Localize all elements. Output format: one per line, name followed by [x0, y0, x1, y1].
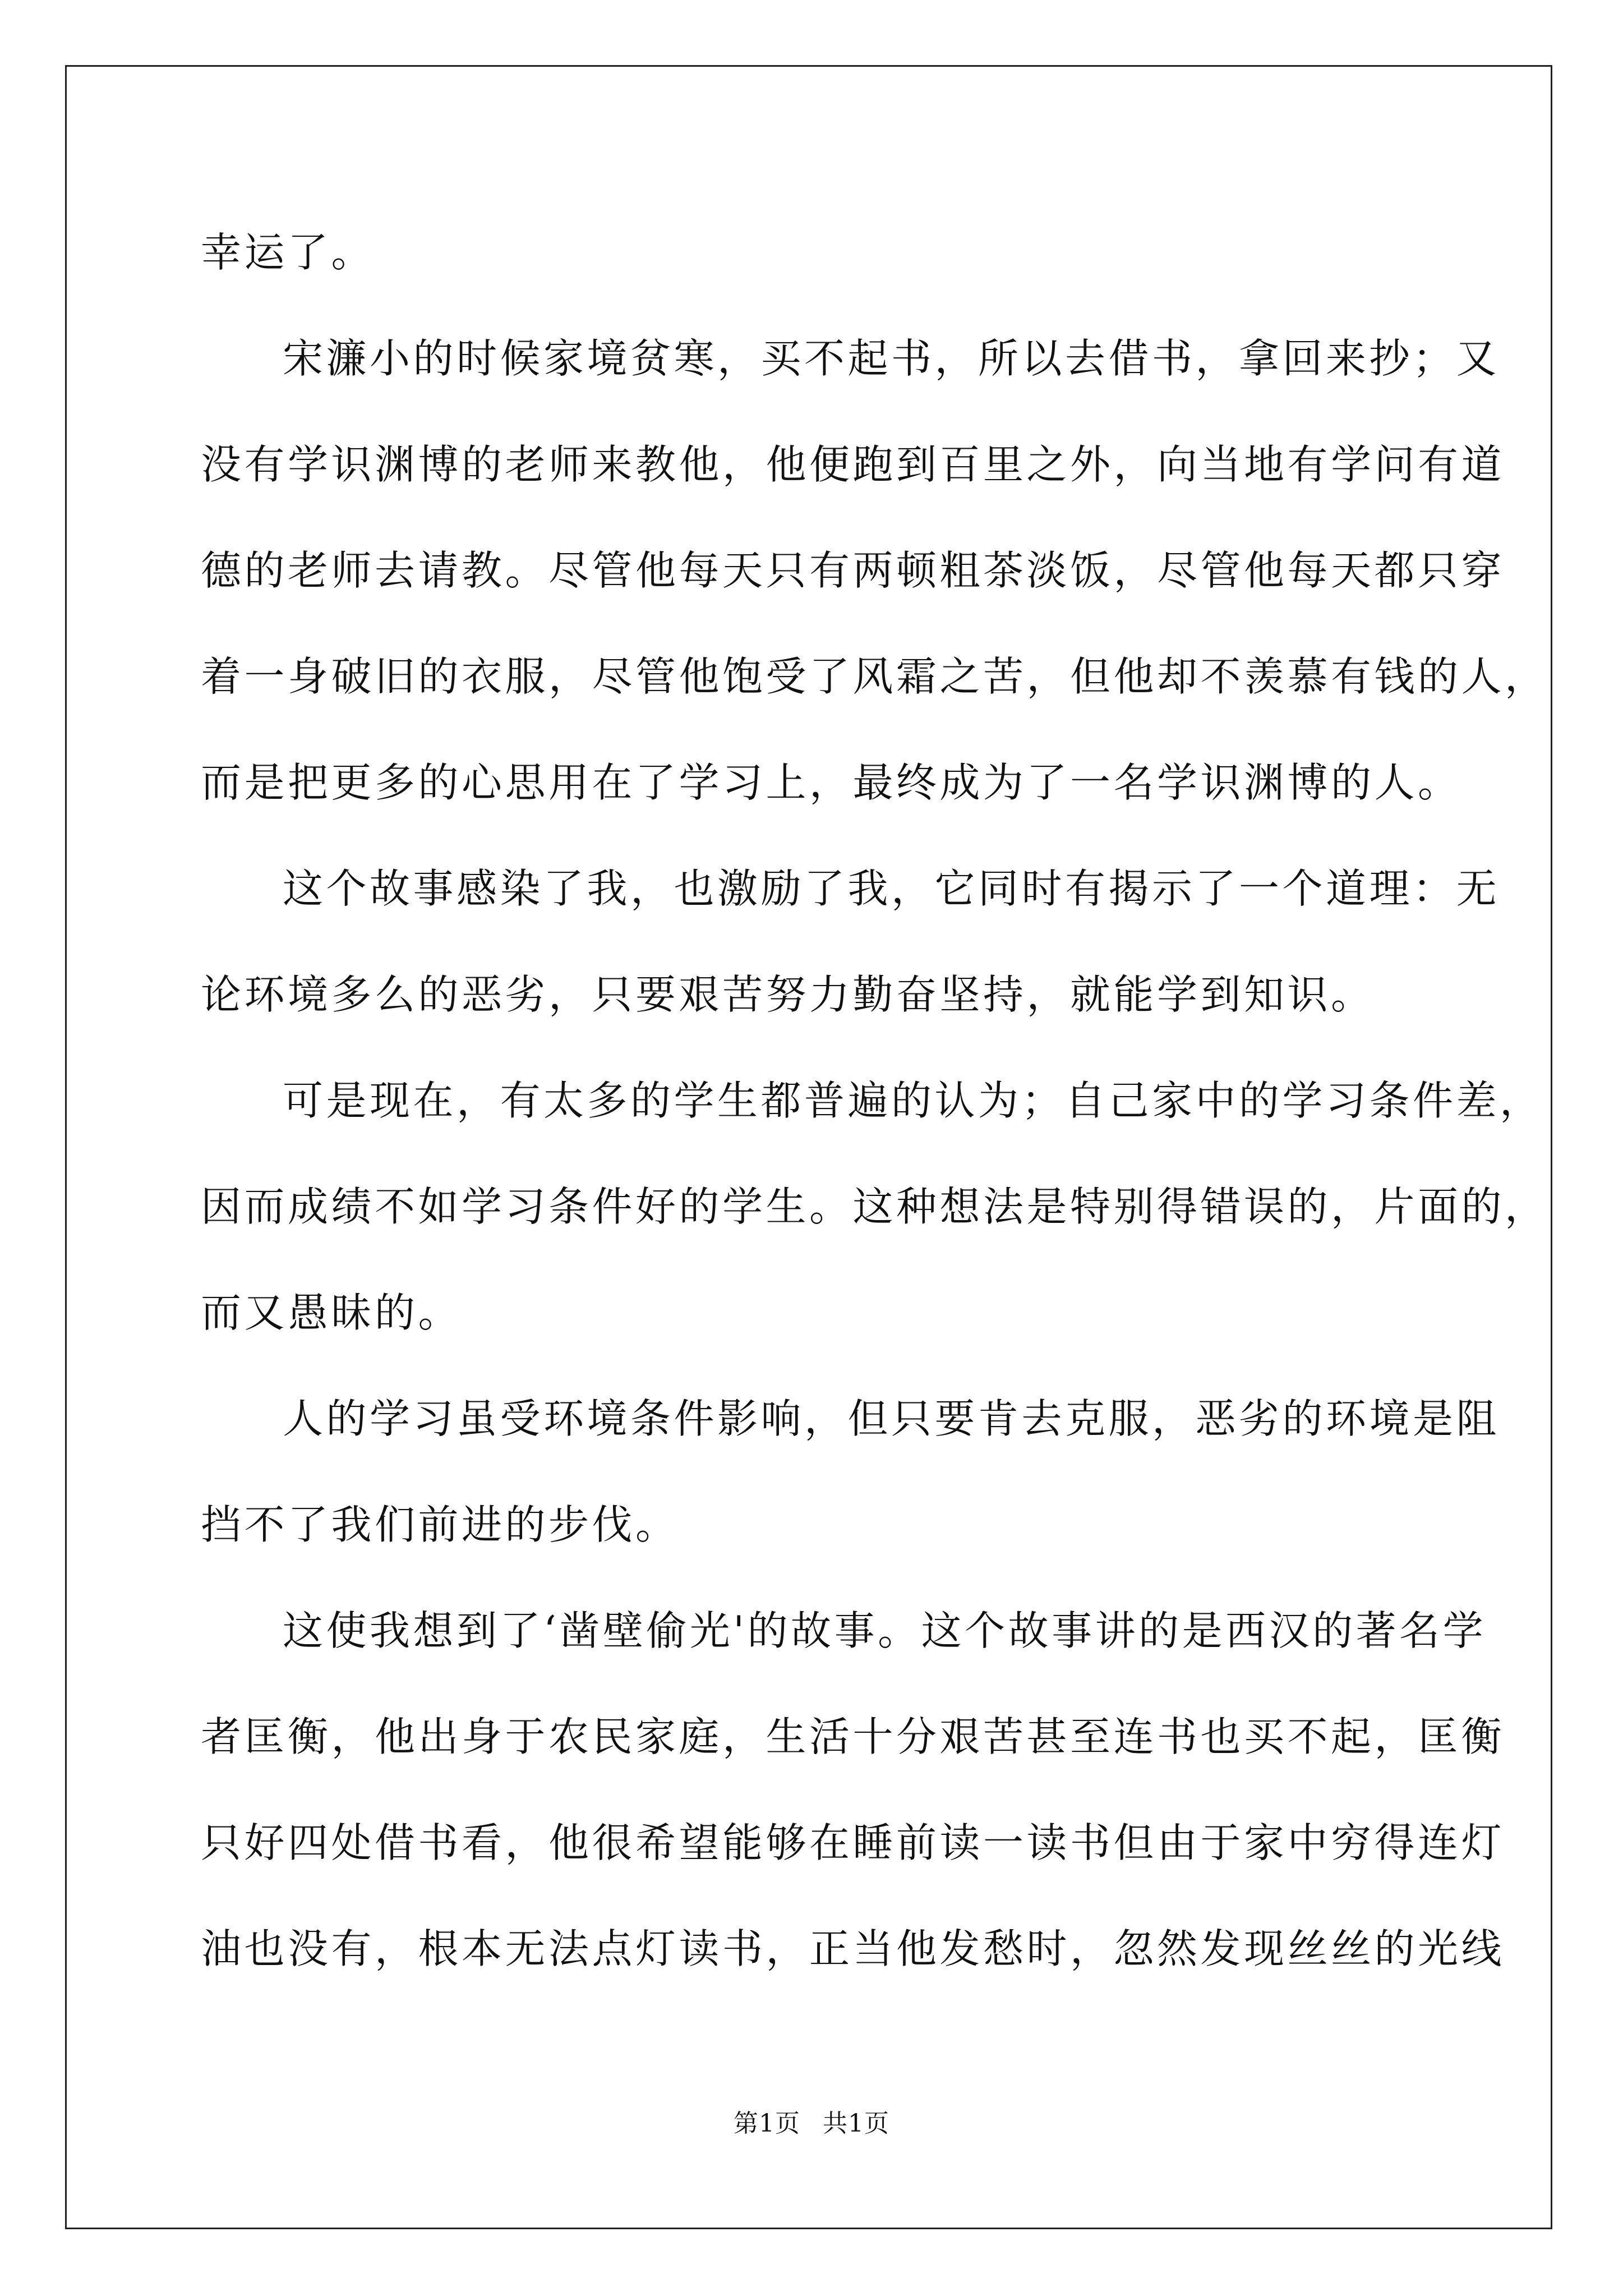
- text-line: 幸运了。: [201, 229, 375, 276]
- text-line: 而又愚昧的。: [201, 1289, 462, 1336]
- paragraph-first-line: 这个故事感染了我，也激励了我，它同时有揭示了一个道理：无: [283, 865, 1500, 912]
- page-footer: [0, 2107, 1623, 2141]
- paragraph-first-line: 这使我想到了‘凿壁偷光'的故事。这个故事讲的是西汉的著名学: [283, 1607, 1487, 1654]
- page-number-current: 第1页: [734, 2109, 800, 2138]
- paragraph-first-line: 人的学习虽受环境条件影响，但只要肯去克服，恶劣的环境是阻: [283, 1395, 1500, 1442]
- text-line: 油也没有，根本无法点灯读书，正当他发愁时，忽然发现丝丝的光线: [201, 1925, 1505, 1972]
- paragraph-first-line: 可是现在，有太多的学生都普遍的认为；自己家中的学习条件差，: [283, 1077, 1543, 1124]
- page-number-total: 共1页: [823, 2109, 889, 2138]
- text-line: 着一身破旧的衣服，尽管他饱受了风霜之苦，但他却不羡慕有钱的人，: [201, 653, 1548, 700]
- text-line: 而是把更多的心思用在了学习上，最终成为了一名学识渊博的人。: [201, 759, 1461, 806]
- text-line: 只好四处借书看，他很希望能够在睡前读一读书但由于家中穷得连灯: [201, 1819, 1505, 1866]
- text-line: 没有学识渊博的老师来教他，他便跑到百里之外，向当地有学问有道: [201, 441, 1505, 488]
- paragraph-first-line: 宋濂小的时候家境贫寒，买不起书，所以去借书，拿回来抄；又: [283, 335, 1500, 382]
- text-line: 者匡衡，他出身于农民家庭，生活十分艰苦甚至连书也买不起，匡衡: [201, 1713, 1505, 1760]
- text-line: 挡不了我们前进的步伐。: [201, 1501, 679, 1548]
- text-line: 德的老师去请教。尽管他每天只有两顿粗茶淡饭，尽管他每天都只穿: [201, 547, 1505, 594]
- text-line: 论环境多么的恶劣，只要艰苦努力勤奋坚持，就能学到知识。: [201, 971, 1375, 1018]
- text-line: 因而成绩不如学习条件好的学生。这种想法是特别得错误的，片面的，: [201, 1183, 1548, 1230]
